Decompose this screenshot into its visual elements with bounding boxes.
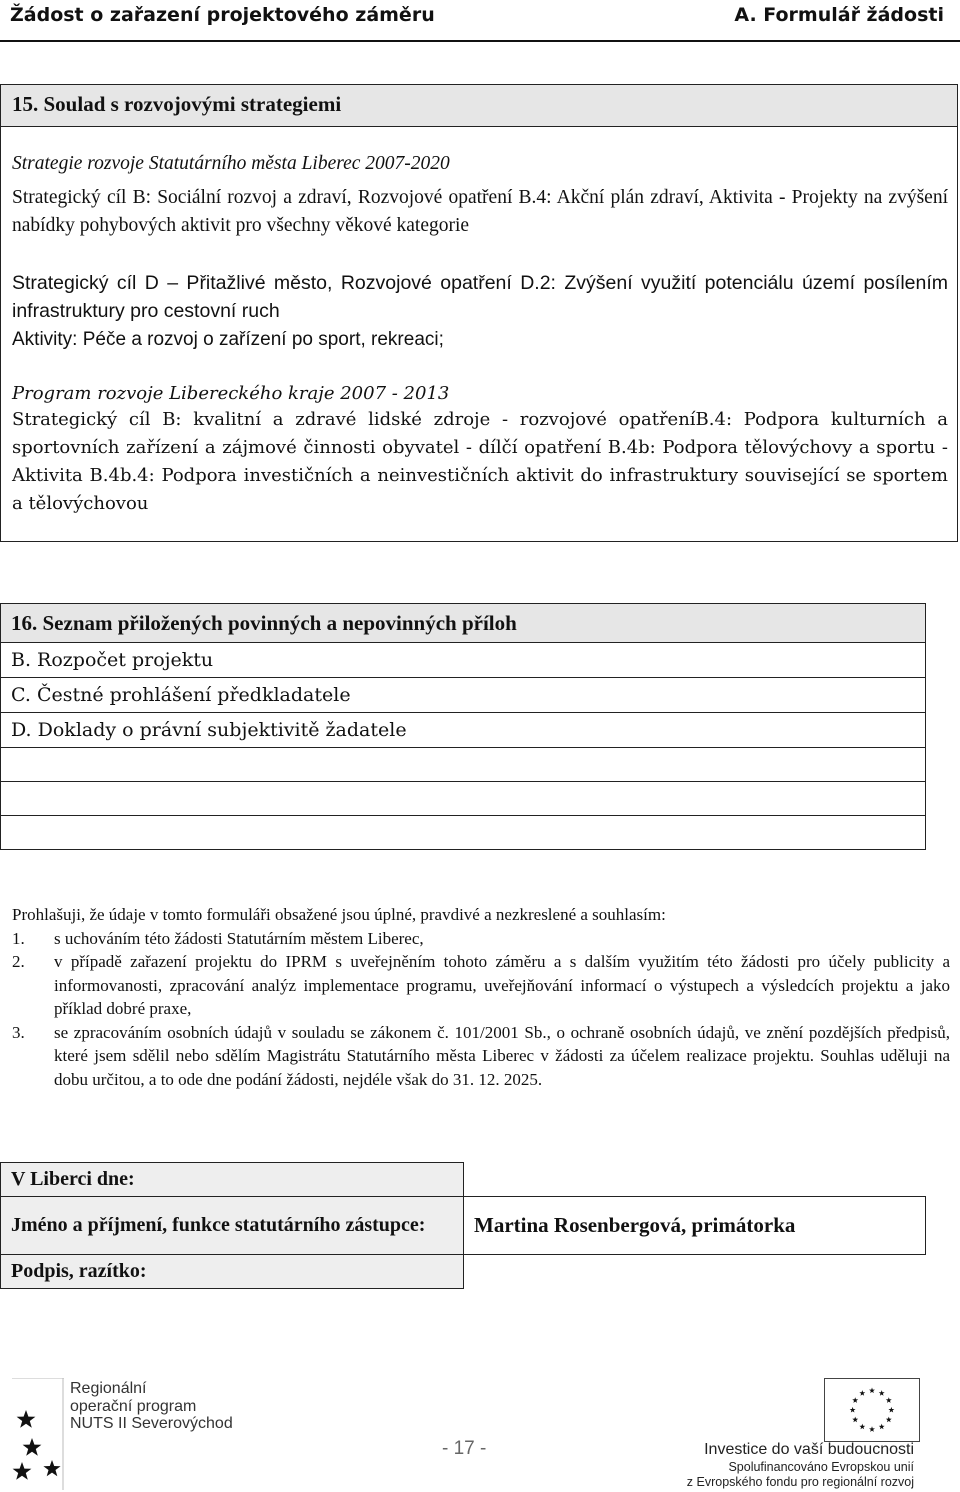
signature-table [0,1162,926,1289]
signature-stamp-label: Podpis, razítko: [1,1255,464,1289]
strategy-1-paragraph-1: Strategický cíl B: Sociální rozvoj a zdraví, Rozvojové opatření B.4: Akční plán zdraví, Aktivita - Projekty na zvýšení nabídky pohybových aktivit pro všechny věkové kategorie [12,187,948,236]
declaration-item-text: se zpracováním osobních údajů v souladu se zákonem č. 101/2001 Sb., o ochraně osobních údajů, ve znění pozdějších předpisů, které jsem sdělil nebo sdělím Magistrátu Statutárního města Liberec v žádosti za účelem realizace projektu. Souhlas uděluji na dobu určitou, a to ode dne podání žádosti, nejdéle však do 31. 12. 2025. [54,1022,950,1089]
page-number: - 17 - [442,1438,487,1459]
eu-text [687,1440,914,1490]
rop-logo-text [70,1380,233,1433]
strategy-1-paragraph-3: Aktivity: Péče a rozvoj o zařízení po sport, rekreaci; [12,329,444,350]
eu-slogan: Investice do vaší budoucnosti [704,1441,914,1458]
declaration-item-text: v případě zařazení projektu do IPRM s uveřejněním tohoto záměru a s dalším využitím této žádosti pro účely publicity a informovanosti, zpracování analýz implementace programu, uveřejňování informací o výstupech a výsledcích projektu a jako příklad dobré praxe, [54,952,950,1018]
declaration-intro: Prohlašuji, že údaje v tomto formuláři obsažené jsou úplné, pravdivé a nezkreslené a souhlasím: [12,905,666,924]
attachment-empty-row[interactable] [1,782,926,816]
strategy-1-title: Strategie rozvoje Statutárního města Liberec 2007-2020 [12,153,450,174]
rop-logo-icon [12,1378,64,1490]
strategy-1-paragraph-2: Strategický cíl D – Přitažlivé město, Rozvojové opatření D.2: Zvýšení využití potenciálu území posílením infrastruktury pro cestovní ruch [12,272,948,322]
declaration-item-number: 1. [12,928,25,948]
declaration-item-text: s uchováním této žádosti Statutárním městem Liberec, [54,928,424,948]
eu-fund: z Evropského fondu pro regionální rozvoj [686,1475,914,1489]
eu-flag-icon [824,1378,920,1442]
declaration-item [12,950,950,1021]
attachment-empty-row[interactable] [1,816,926,850]
header-divider [0,40,960,42]
section-16-title: 16. Seznam přiložených povinných a nepovinných příloh [1,604,926,643]
header-title: Žádost o zařazení projektového záměru [10,4,435,26]
declaration-item [12,927,950,951]
declaration [12,903,950,1091]
declaration-item [12,1021,950,1092]
attachments-table [0,603,926,850]
attachment-item: C. Čestné prohlášení předkladatele [1,678,926,713]
strategy-2-paragraph-1: Strategický cíl B: kvalitní a zdravé lidské zdroje - rozvojové opatřeníB.4: Podpora kulturních a sportovních zařízení a zájmové činnosti obyvatel - dílčí opatření B.4b: Podpora tělovýchovy a sportu - Aktivita B.4b.4: Podpora investičních a neinvestičních aktivit do infrastruktury související se sportem a tělovýchovou [12,409,948,514]
place-date-field[interactable] [464,1163,926,1197]
declaration-list [12,927,950,1092]
representative-label: Jméno a příjmení, funkce statutárního zástupce: [1,1197,464,1255]
representative-value: Martina Rosenbergová, primátorka [464,1197,926,1255]
strategy-2-title: Program rozvoje Libereckého kraje 2007 - 2013 [12,383,450,404]
declaration-item-number: 2. [12,952,25,971]
section-15-title: 15. Soulad s rozvojovými strategiemi [12,92,342,116]
rop-line: NUTS II Severovýchod [70,1415,233,1432]
declaration-item-number: 3. [12,1022,25,1042]
rop-line: Regionální [70,1380,147,1397]
attachment-empty-row[interactable] [1,748,926,782]
attachment-item: B. Rozpočet projektu [1,643,926,678]
rop-line: operační program [70,1397,197,1415]
eu-cofinanced: Spolufinancováno Evropskou unií [728,1460,914,1474]
signature-field[interactable] [464,1255,926,1289]
header-form-label: A. Formulář žádosti [734,4,944,26]
attachment-item: D. Doklady o právní subjektivitě žadatele [1,713,926,748]
place-date-label: V Liberci dne: [1,1163,464,1197]
